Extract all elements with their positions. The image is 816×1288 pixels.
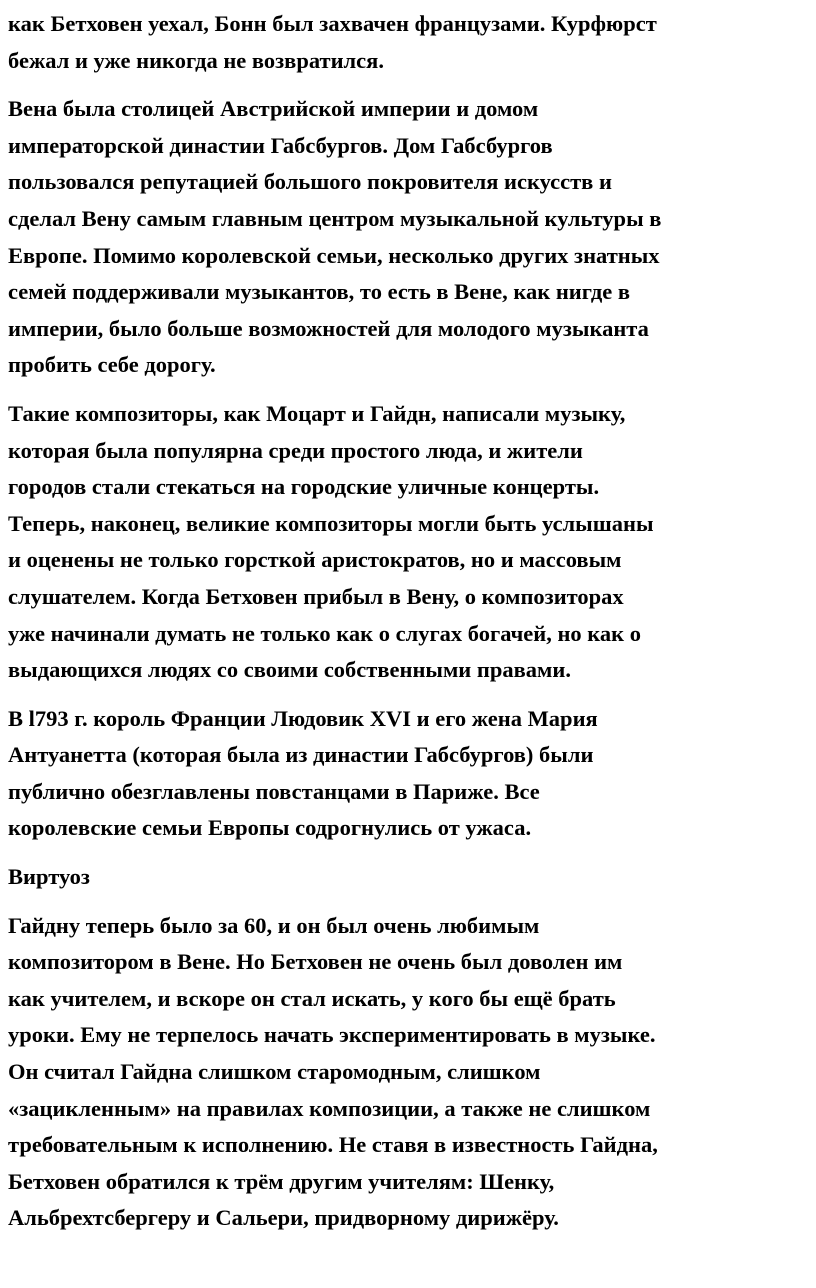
paragraph-composers [8,396,808,689]
text-line: семей поддерживали музыкантов, то есть в Вене, как нигде в [8,279,630,305]
text-line: В l793 г. король Франции Людовик XVI и его жена Мария [8,705,598,731]
paragraph-bonn-captured [8,6,808,79]
text-line: как учителем, и вскоре он стал искать, у кого бы ещё брать [8,985,616,1011]
text-line: империи, было больше возможностей для молодого музыканта [8,315,649,341]
text-line: Европе. Помимо королевской семьи, несколько других знатных [8,242,660,268]
text-line: и оценены не только горсткой аристократов, но и массовым [8,547,622,573]
text-line: «зацикленным» на правилах композиции, а также не слишком [8,1095,651,1121]
text-line: как Бетховен уехал, Бонн был захвачен французами. Курфюрст [8,11,657,36]
text-line: сделал Вену самым главным центром музыкальной культуры в [8,205,662,231]
text-line: которая была популярна среди простого люда, и жители [8,437,583,463]
text-line: требовательным к исполнению. Не ставя в известность Гайдна, [8,1132,658,1158]
text-line: Вена была столицей Австрийской империи и домом [8,96,539,122]
text-line: Альбрехтсбергеру и Сальери, придворному дирижёру. [8,1205,559,1231]
text-line: бежал и уже никогда не возвратился. [8,47,384,73]
text-line: выдающихся людях со своими собственными правами. [8,657,571,683]
text-line: уроки. Ему не терпелось начать экспериментировать в музыке. [8,1022,656,1048]
text-line: императорской династии Габсбургов. Дом Габсбургов [8,132,553,158]
section-heading-virtuoso [8,859,808,896]
text-line: королевские семьи Европы содрогнулись от ужаса. [8,815,532,841]
text-line: публично обезглавлены повстанцами в Париже. Все [8,778,540,804]
heading-text: Виртуоз [8,864,90,890]
text-line: Антуанетта (которая была из династии Габсбургов) были [8,742,594,768]
paragraph-vienna-capital [8,91,808,384]
text-line: городов стали стекаться на городские уличные концерты. [8,474,600,500]
text-line: уже начинали думать не только как о слугах богачей, но как о [8,620,642,646]
text-line: Гайдну теперь было за 60, и он был очень любимым [8,912,540,938]
text-line: Такие композиторы, как Моцарт и Гайдн, написали музыку, [8,400,626,426]
text-line: Он считал Гайдна слишком старомодным, слишком [8,1059,541,1085]
text-line: пользовался репутацией большого покровителя искусств и [8,169,612,195]
paragraph-haydn [8,908,808,1237]
text-line: Теперь, наконец, великие композиторы могли быть услышаны [8,510,654,536]
text-line: Бетховен обратился к трём другим учителям: Шенку, [8,1168,555,1194]
text-line: слушателем. Когда Бетховен прибыл в Вену, о композиторах [8,583,624,609]
paragraph-louis-xvi [8,701,808,847]
text-line: пробить себе дорогу. [8,352,216,378]
text-line: композитором в Вене. Но Бетховен не очень был доволен им [8,949,623,975]
